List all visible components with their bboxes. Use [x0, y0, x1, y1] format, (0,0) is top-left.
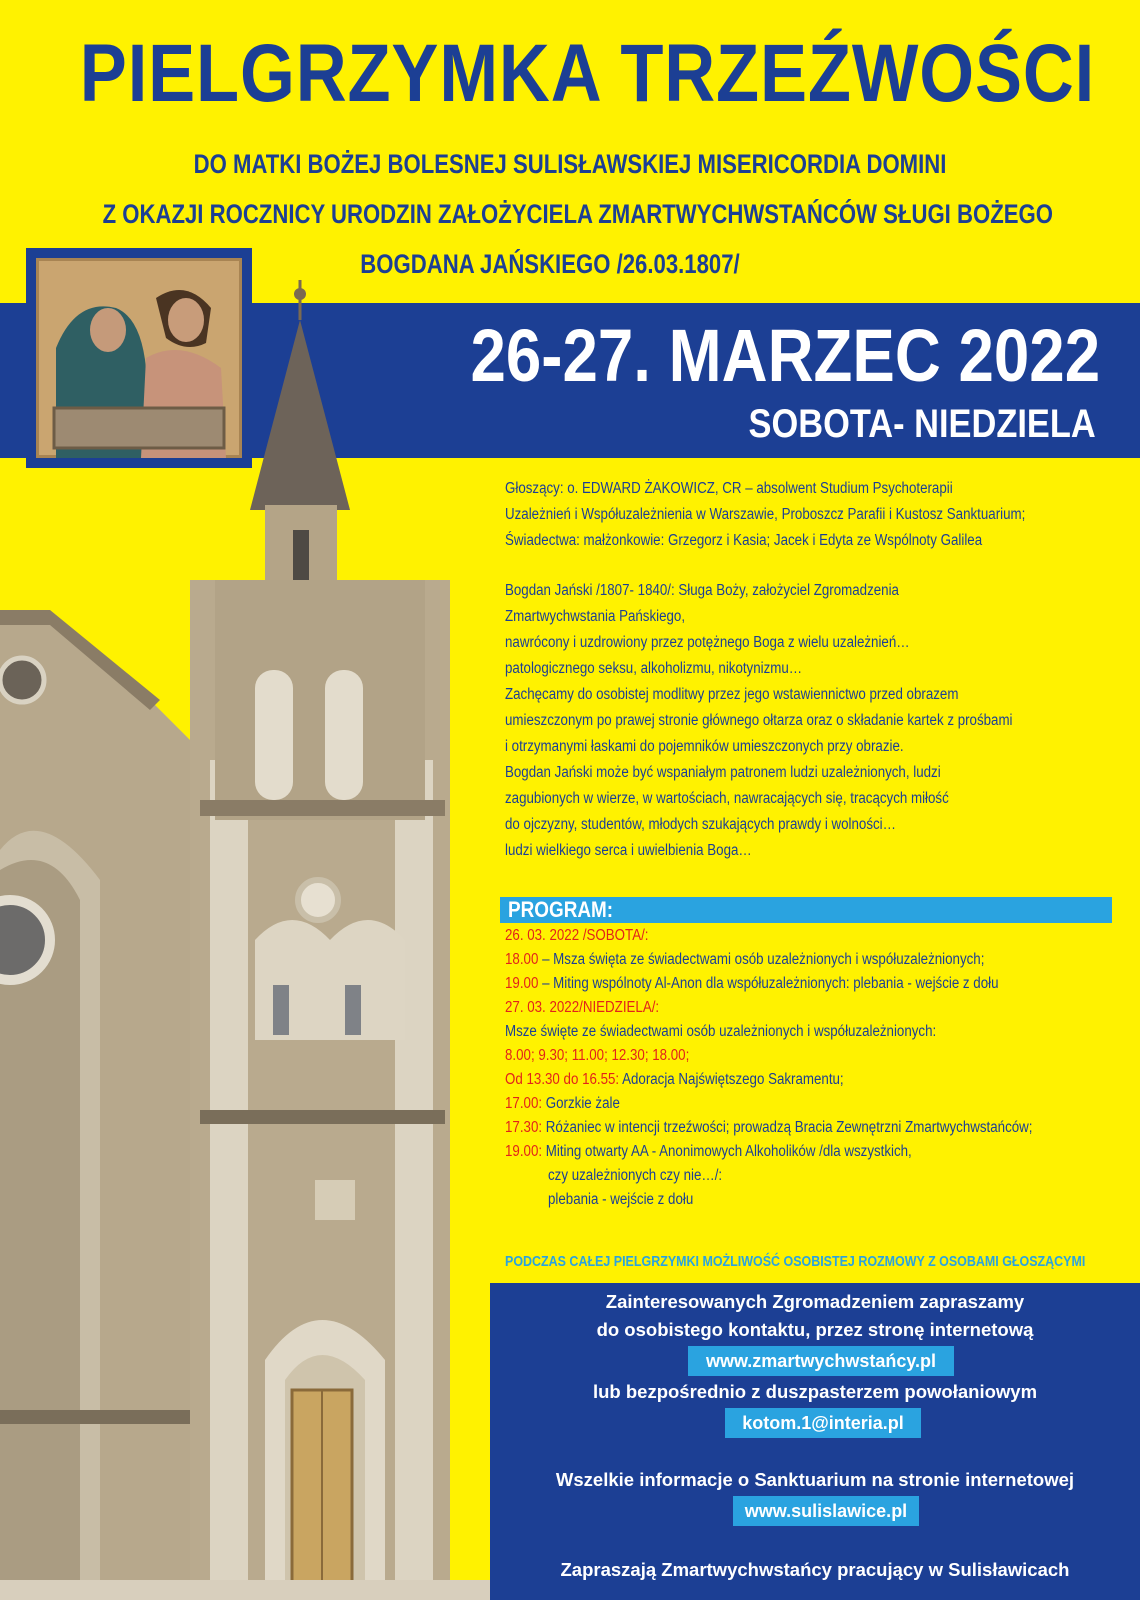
sanctuary-website-link[interactable]: www.sulislawice.pl: [733, 1496, 919, 1526]
program-item: [505, 1140, 912, 1165]
event-dates: 26-27. MARZEC 2022: [470, 314, 1100, 397]
bio-line: ludzi wielkiego serca i uwielbienia Boga…: [505, 842, 752, 859]
poster-title: PIELGRZYMKA TRZEŹWOŚCI: [79, 28, 1096, 119]
program-text: Adoracja Najświętszego Sakramentu;: [619, 1071, 844, 1088]
sunday-mass-times: 8.00; 9.30; 11.00; 12.30; 18.00;: [505, 1047, 690, 1064]
intro-line-3: Świadectwa: małżonkowie: Grzegorz i Kasia; Jacek i Edyta ze Wspólnoty Galilea: [505, 532, 983, 549]
bio-line: do ojczyzny, studentów, młodych szukających prawdy i wolności…: [505, 816, 896, 833]
bio-line: Bogdan Jański może być wspaniałym patronem ludzi uzależnionych, ludzi: [505, 764, 941, 781]
subtitle-line-3: BOGDANA JAŃSKIEGO /26.03.1807/: [360, 249, 740, 279]
program-item: [505, 1068, 844, 1093]
intro-line-2: Uzależnień i Współuzależnienia w Warszawie, Proboszcz Parafii i Kustosz Sanktuarium;: [505, 506, 1026, 523]
bio-line: patologicznego seksu, alkoholizmu, nikotynizmu…: [505, 660, 803, 677]
program-time: 17.30:: [505, 1119, 543, 1136]
saturday-heading: 26. 03. 2022 /SOBOTA/:: [505, 927, 649, 944]
program-item: [505, 1116, 1033, 1141]
program-heading: PROGRAM:: [508, 897, 614, 922]
bio-line: Bogdan Jański /1807- 1840/: Sługa Boży, założyciel Zgromadzenia: [505, 582, 899, 599]
program-time: 18.00: [505, 951, 539, 968]
program-text-continued: czy uzależnionych czy nie…/:: [548, 1167, 723, 1184]
program-text-continued: plebania - wejście z dołu: [548, 1191, 694, 1208]
program-time: Od 13.30 do 16.55:: [505, 1071, 620, 1088]
contact-line-3: lub bezpośrednio z duszpasterzem powołaniowym: [592, 1381, 1038, 1402]
bio-line: i otrzymanymi łaskami do pojemników umieszczonych przy obrazie.: [505, 738, 904, 755]
event-days: SOBOTA- NIEDZIELA: [748, 402, 1096, 446]
program-item: [505, 972, 999, 997]
website-link[interactable]: www.zmartwychwstańcy.pl: [688, 1346, 954, 1376]
church-image: [0, 280, 490, 1600]
sunday-masses: Msze święte ze świadectwami osób uzależnionych i współuzależnionych:: [505, 1023, 937, 1040]
footer-line: Zapraszają Zmartwychwstańcy pracujący w Sulisławicach: [560, 1559, 1070, 1580]
religious-icon-image: [36, 258, 242, 458]
program-time: 17.00:: [505, 1095, 543, 1112]
bio-line: Zachęcamy do osobistej modlitwy przez jego wstawiennictwo przed obrazem: [505, 686, 959, 703]
program-text: – Msza święta ze świadectwami osób uzależnionych i współuzależnionych;: [538, 951, 985, 968]
program-text: Miting otwarty AA - Anonimowych Alkoholików /dla wszystkich,: [542, 1143, 912, 1160]
program-item: [505, 948, 984, 973]
program-text: Gorzkie żale: [542, 1095, 620, 1112]
notice-line: PODCZAS CAŁEJ PIELGRZYMKI MOŻLIWOŚĆ OSOBISTEJ ROZMOWY Z OSOBAMI GŁOSZĄCYMI: [505, 1254, 1086, 1270]
program-text: Różaniec w intencji trzeźwości; prowadzą Bracia Zewnętrzni Zmartwychwstańców;: [542, 1119, 1033, 1136]
contact-line-2: do osobistego kontaktu, przez stronę internetową: [596, 1319, 1034, 1340]
program-time: 19.00: [505, 975, 539, 992]
subtitle-line-2: Z OKAZJI ROCZNICY URODZIN ZAŁOŻYCIELA ZMARTWYCHWSTAŃCÓW SŁUGI BOŻEGO: [102, 199, 1053, 229]
bio-line: Zmartwychwstania Pańskiego,: [505, 608, 686, 625]
bio-line: nawrócony i uzdrowiony przez potężnego Boga z wielu uzależnień…: [505, 634, 910, 651]
bio-line: umieszczonym po prawej stronie głównego ołtarza oraz o składanie kartek z prośbami: [505, 712, 1013, 729]
program-item: [505, 1092, 620, 1117]
sunday-heading: 27. 03. 2022/NIEDZIELA/:: [505, 999, 660, 1016]
bio-line: zagubionych w wierze, w wartościach, nawracających się, tracących miłość: [505, 790, 949, 807]
program-time: 19.00:: [505, 1143, 543, 1160]
contact-line-1: Zainteresowanych Zgromadzeniem zapraszamy: [605, 1291, 1025, 1312]
program-text: – Miting wspólnoty Al-Anon dla współuzależnionych: plebania - wejście z dołu: [538, 975, 999, 992]
contact-line-4: Wszelkie informacje o Sanktuarium na stronie internetowej: [555, 1469, 1075, 1490]
intro-line-1: Głoszący: o. EDWARD ŻAKOWICZ, CR – absolwent Studium Psychoterapii: [505, 480, 953, 497]
subtitle-line-1: DO MATKI BOŻEJ BOLESNEJ SULISŁAWSKIEJ MISERICORDIA DOMINI: [193, 149, 947, 179]
email-link[interactable]: kotom.1@interia.pl: [725, 1408, 921, 1438]
